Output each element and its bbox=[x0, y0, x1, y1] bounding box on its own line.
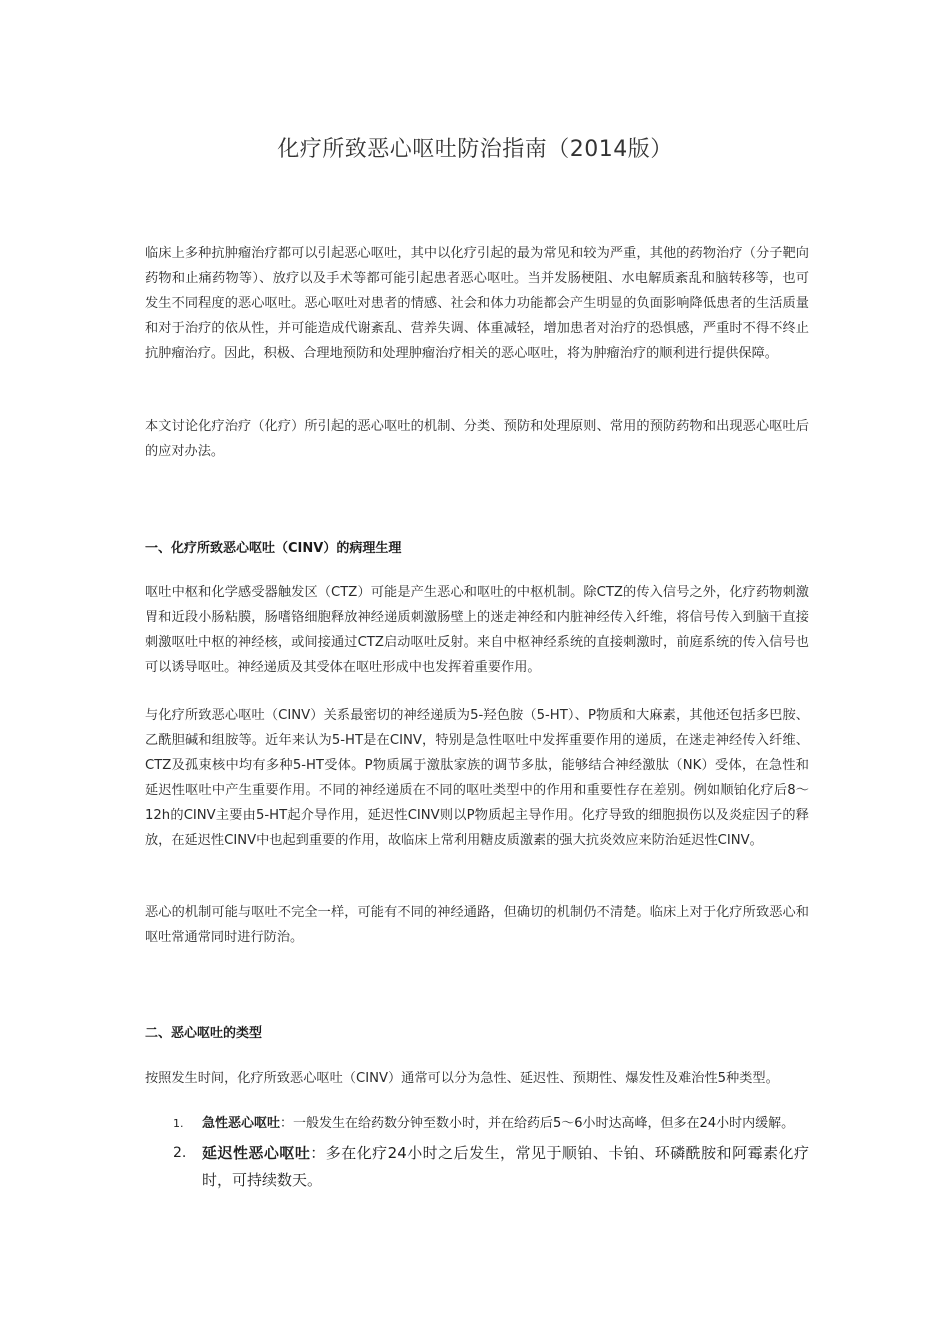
section-1-heading: 一、化疗所致恶心呕吐（CINV）的病理生理 bbox=[145, 541, 402, 556]
cinv-types-list bbox=[145, 1112, 809, 1194]
list-item-term: 急性恶心呕吐 bbox=[202, 1116, 281, 1131]
section-1-paragraph-2: 与化疗所致恶心呕吐（CINV）关系最密切的神经递质为5-羟色胺（5-HT）、P物质和大麻素，其他还包括多巴胺、乙酰胆碱和组胺等。近年来认为5-HT是在CINV，特别是急性呕吐中发挥重要作用的递质，在迷走神经传入纤维、CTZ及孤束核中均有多种5-HT受体。P物质属于激肽家族的调节多肽，能够结合神经激肽（NK）受体，在急性和延迟性呕吐中产生重要作用。不同的神经递质在不同的呕吐类型中的作用和重要性存在差别。例如顺铂化疗后8～12h的CINV主要由5-HT起介导作用，延迟性CINV则以P物质起主导作用。化疗导致的细胞损伤以及炎症因子的释放，在延迟性CINV中也起到重要的作用，故临床上常利用糖皮质激素的强大抗炎效应来防治延迟性CINV。 bbox=[145, 708, 809, 848]
list-item-text: ：一般发生在给药数分钟至数小时，并在给药后5～6小时达高峰，但多在24小时内缓解。 bbox=[280, 1116, 795, 1131]
list-item bbox=[145, 1112, 809, 1136]
section-2-heading: 二、恶心呕吐的类型 bbox=[145, 1026, 263, 1041]
document-title: 化疗所致恶心呕吐防治指南（2014版） bbox=[277, 137, 673, 162]
section-1-paragraph-1: 呕吐中枢和化学感受器触发区（CTZ）可能是产生恶心和呕吐的中枢机制。除CTZ的传入信号之外，化疗药物刺激胃和近段小肠粘膜，肠嗜铬细胞释放神经递质刺激肠壁上的迷走神经和内脏神经传入纤维，将信号传入到脑干直接刺激呕吐中枢的神经核，或间接通过CTZ启动呕吐反射。来自中枢神经系统的直接刺激时，前庭系统的传入信号也可以诱导呕吐。神经递质及其受体在呕吐形成中也发挥着重要作用。 bbox=[145, 585, 809, 675]
section-1-paragraph-3: 恶心的机制可能与呕吐不完全一样，可能有不同的神经通路，但确切的机制仍不清楚。临床上对于化疗所致恶心和呕吐常通常同时进行防治。 bbox=[145, 905, 809, 945]
list-item-text: ：多在化疗24小时之后发生，常见于顺铂、卡铂、环磷酰胺和阿霉素化疗时，可持续数天。 bbox=[202, 1144, 809, 1189]
section-2-paragraph-1: 按照发生时间，化疗所致恶心呕吐（CINV）通常可以分为急性、延迟性、预期性、爆发性及难治性5种类型。 bbox=[145, 1071, 779, 1086]
list-item-number: 1. bbox=[173, 1117, 184, 1130]
list-item-number: 2. bbox=[173, 1145, 187, 1161]
intro-paragraph-1: 临床上多种抗肿瘤治疗都可以引起恶心呕吐，其中以化疗引起的最为常见和较为严重，其他的药物治疗（分子靶向药物和止痛药物等）、放疗以及手术等都可能引起患者恶心呕吐。当并发肠梗阻、水电解质紊乱和脑转移等，也可发生不同程度的恶心呕吐。恶心呕吐对患者的情感、社会和体力功能都会产生明显的负面影响降低患者的生活质量和对于治疗的依从性，并可能造成代谢紊乱、营养失调、体重减轻，增加患者对治疗的恐惧感，严重时不得不终止抗肿瘤治疗。因此，积极、合理地预防和处理肿瘤治疗相关的恶心呕吐，将为肿瘤治疗的顺利进行提供保障。 bbox=[145, 246, 809, 361]
list-item-term: 延迟性恶心呕吐 bbox=[202, 1144, 311, 1162]
intro-paragraph-2: 本文讨论化疗治疗（化疗）所引起的恶心呕吐的机制、分类、预防和处理原则、常用的预防药物和出现恶心呕吐后的应对办法。 bbox=[145, 419, 809, 459]
list-item bbox=[145, 1140, 809, 1194]
